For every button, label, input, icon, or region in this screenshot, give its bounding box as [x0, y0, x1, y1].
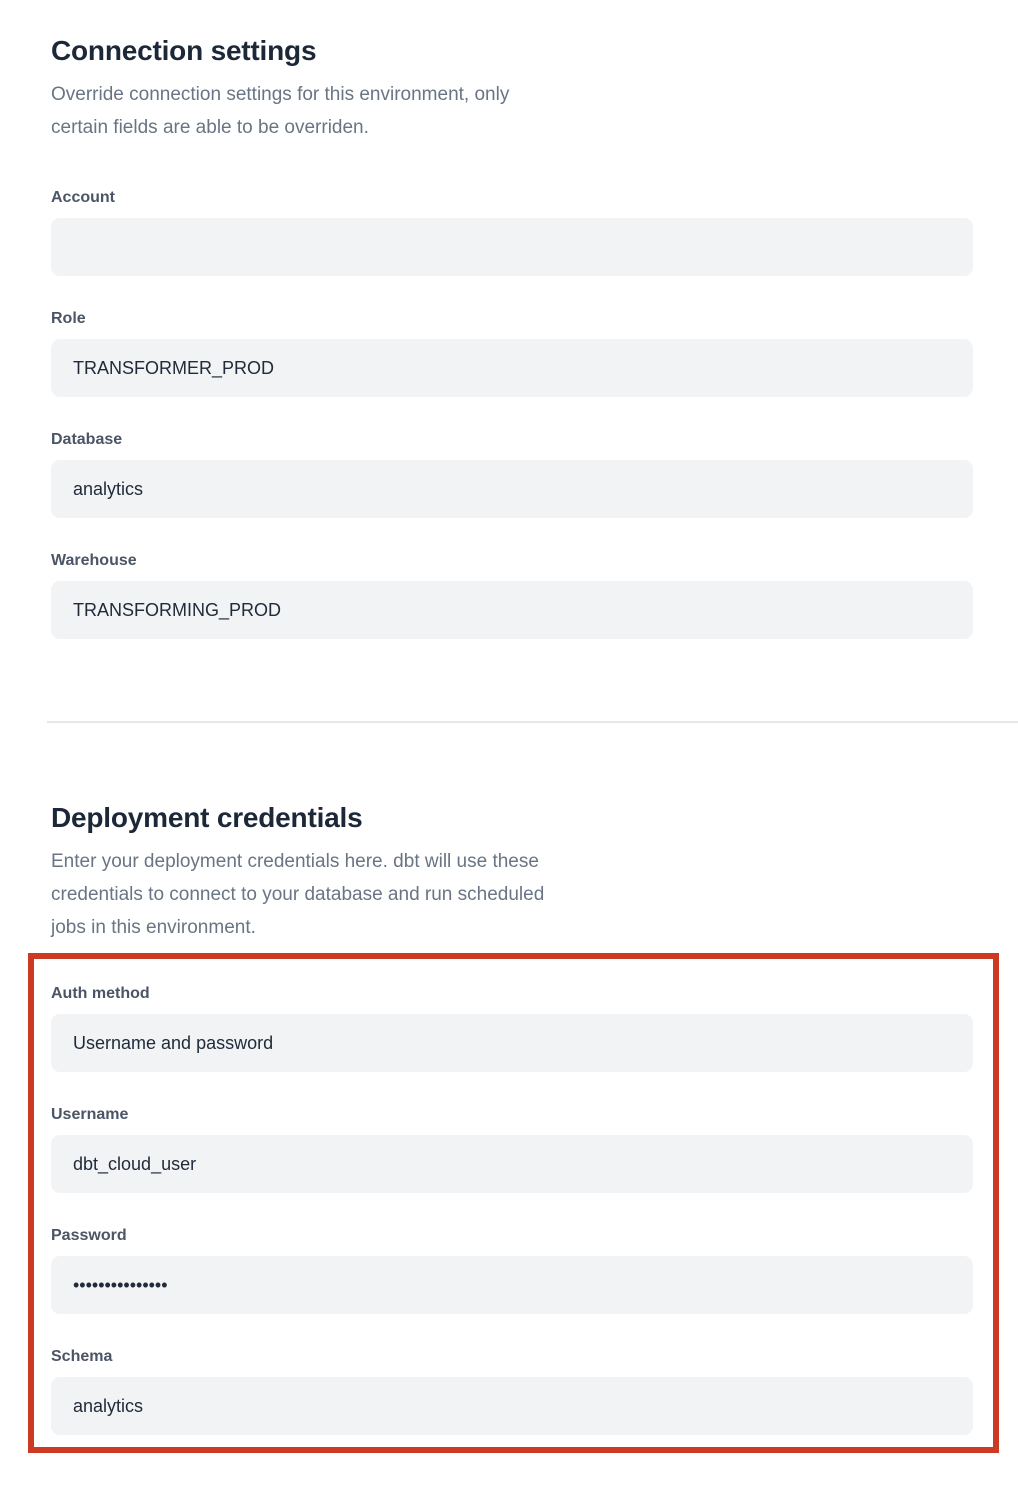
schema-field-group: [51, 1347, 973, 1435]
database-label: Database: [51, 431, 123, 448]
account-field-group: [51, 188, 973, 276]
connection-settings-title: Connection settings: [51, 35, 317, 66]
warehouse-field-group: [51, 551, 973, 639]
deployment-credentials-title: Deployment credentials: [51, 802, 363, 833]
deployment-credentials-fields: [51, 984, 973, 1435]
warehouse-input[interactable]: [51, 581, 973, 639]
deployment-credentials-description: Enter your deployment credentials here. dbt will use these credentials to connect to your database and run scheduled jobs in this environment.: [51, 851, 545, 938]
auth-method-label: Auth method: [51, 985, 150, 1002]
role-field-group: [51, 309, 973, 397]
username-field-group: [51, 1105, 973, 1193]
credentials-highlight-box: [28, 953, 999, 1453]
password-label: Password: [51, 1227, 127, 1244]
role-label: Role: [51, 310, 86, 327]
database-field-group: [51, 430, 973, 518]
warehouse-label: Warehouse: [51, 552, 137, 569]
account-label: Account: [51, 189, 115, 206]
auth-method-input[interactable]: [51, 1014, 973, 1072]
auth-method-field-group: [51, 984, 973, 1072]
role-input[interactable]: [51, 339, 973, 397]
deployment-credentials-section: [51, 723, 973, 1453]
schema-input[interactable]: [51, 1377, 973, 1435]
password-input[interactable]: [51, 1256, 973, 1314]
schema-label: Schema: [51, 1348, 113, 1365]
database-input[interactable]: [51, 460, 973, 518]
username-input[interactable]: [51, 1135, 973, 1193]
connection-settings-fields: [51, 188, 973, 639]
connection-settings-description: Override connection settings for this environment, only certain fields are able to be overriden.: [51, 84, 510, 138]
account-input[interactable]: [51, 218, 973, 276]
password-field-group: [51, 1226, 973, 1314]
connection-settings-section: [51, 0, 973, 639]
username-label: Username: [51, 1106, 129, 1123]
